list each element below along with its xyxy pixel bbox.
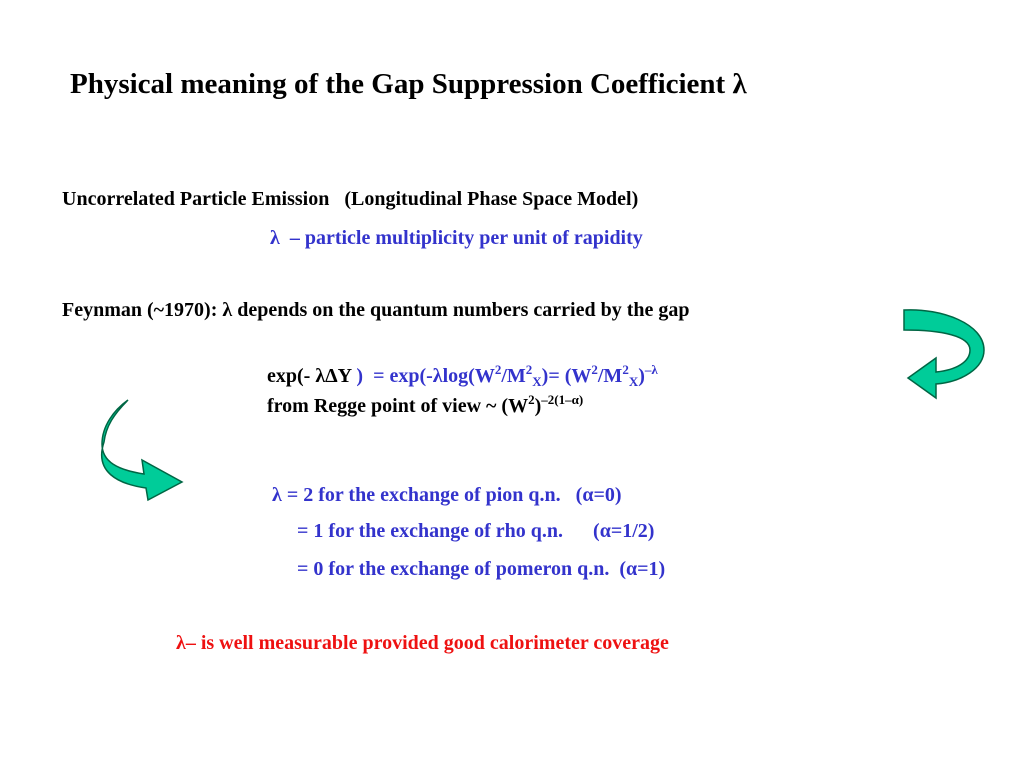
exchange-row xyxy=(297,558,665,581)
conclusion-text: λ– is well measurable provided good calorimeter coverage xyxy=(176,632,669,654)
exp-formula xyxy=(267,362,658,389)
formula-lhs: exp(- λΔY xyxy=(267,365,352,387)
feynman-line xyxy=(62,299,690,322)
formula-sup-4: 2 xyxy=(622,362,629,377)
formula-sup-5: –λ xyxy=(644,362,658,377)
formula-sup-3: 2 xyxy=(591,362,598,377)
regge-text: from Regge point of view ~ (W xyxy=(267,395,529,417)
exchange-row xyxy=(272,484,622,507)
formula-sup-2: 2 xyxy=(525,362,533,377)
exchange-text: for the exchange of pomeron q.n. xyxy=(328,558,610,580)
curved-arrow-icon xyxy=(898,300,990,410)
formula-paren: ) xyxy=(356,365,364,387)
exchange-value: = 1 xyxy=(297,520,324,542)
formula-sup-1: 2 xyxy=(494,362,502,377)
exchange-alpha: (α=1/2) xyxy=(593,520,655,542)
regge-sup-2: –2(1–α) xyxy=(541,392,584,407)
formula-sub-2: X xyxy=(532,374,542,389)
formula-part-4: /M xyxy=(597,365,623,387)
lambda-definition xyxy=(270,227,643,250)
exchange-value: = 0 xyxy=(297,558,324,580)
exchange-text: for the exchange of rho q.n. xyxy=(328,520,564,542)
definition-text: – particle multiplicity per unit of rapidity xyxy=(289,227,643,249)
feynman-prefix: Feynman (~1970): xyxy=(62,299,218,321)
model-name: (Longitudinal Phase Space Model) xyxy=(344,188,639,210)
formula-sub-4: X xyxy=(628,374,639,389)
exchange-row xyxy=(297,520,654,543)
formula-part-1: = exp(-λlog(W xyxy=(373,365,495,387)
uncorrelated-heading xyxy=(62,188,638,211)
exchange-alpha: (α=1) xyxy=(619,558,666,580)
feynman-lambda: λ xyxy=(222,299,233,321)
exchange-value: λ = 2 xyxy=(272,484,314,506)
title-text: Physical meaning of the Gap Suppression Coefficient xyxy=(70,68,726,100)
lambda-symbol: λ xyxy=(270,227,280,249)
title-lambda: λ xyxy=(732,68,747,100)
exchange-text: for the exchange of pion q.n. xyxy=(318,484,561,506)
regge-close: ) xyxy=(534,395,542,417)
curved-arrow-icon xyxy=(96,396,188,504)
slide-title xyxy=(70,68,747,101)
feynman-text: depends on the quantum numbers carried by the gap xyxy=(237,299,690,321)
formula-part-3: )= (W xyxy=(541,365,592,387)
uncorrelated-heading-text: Uncorrelated Particle Emission xyxy=(62,188,330,210)
regge-sup-1: 2 xyxy=(528,392,535,407)
regge-line xyxy=(267,392,584,418)
exchange-alpha: (α=0) xyxy=(575,484,622,506)
formula-part-5: ) xyxy=(638,365,645,387)
formula-part-2: /M xyxy=(501,365,526,387)
